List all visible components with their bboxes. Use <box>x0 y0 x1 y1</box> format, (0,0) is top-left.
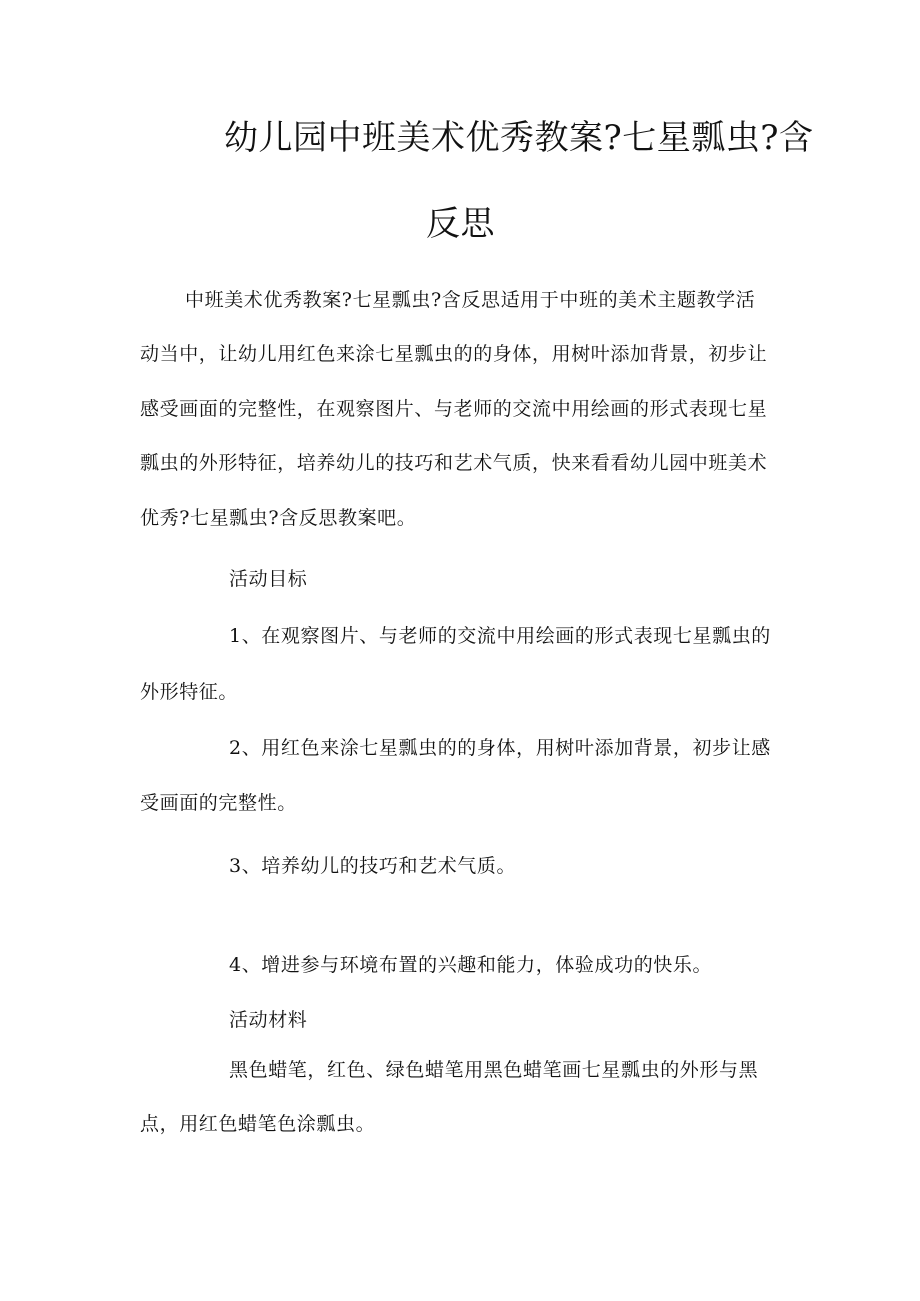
intro-line-3: 感受画面的完整性，在观察图片、与老师的交流中用绘画的形式表现七星 <box>140 398 768 420</box>
goal-2-line-1: 2、用红色来涂七星瓢虫的的身体，用树叶添加背景，初步让感 <box>229 737 771 759</box>
goal-1-line-2: 外形特征。 <box>140 681 239 703</box>
document-title-line-1: 幼儿园中班美术优秀教案?七星瓢虫?含 <box>224 118 814 158</box>
section-heading-materials: 活动材料 <box>229 1009 308 1031</box>
section-heading-goals: 活动目标 <box>229 568 308 590</box>
document-title-line-2: 反思 <box>426 204 495 244</box>
materials-line-1: 黑色蜡笔，红色、绿色蜡笔用黑色蜡笔画七星瓢虫的外形与黑 <box>229 1059 759 1081</box>
goal-4: 4、增进参与环境布置的兴趣和能力，体验成功的快乐。 <box>229 954 713 976</box>
goal-1-line-1: 1、在观察图片、与老师的交流中用绘画的形式表现七星瓢虫的 <box>229 625 771 647</box>
intro-line-2: 动当中，让幼儿用红色来涂七星瓢虫的的身体，用树叶添加背景，初步让 <box>140 343 768 365</box>
intro-line-1: 中班美术优秀教案?七星瓢虫?含反思适用于中班的美术主题教学活 <box>185 289 756 311</box>
intro-line-5: 优秀?七星瓢虫?含反思教案吧。 <box>140 507 417 529</box>
intro-line-4: 瓢虫的外形特征，培养幼儿的技巧和艺术气质，快来看看幼儿园中班美术 <box>140 452 768 474</box>
goal-3: 3、培养幼儿的技巧和艺术气质。 <box>229 855 517 877</box>
goal-2-line-2: 受画面的完整性。 <box>140 792 297 814</box>
materials-line-2: 点，用红色蜡笔色涂瓢虫。 <box>140 1113 376 1135</box>
